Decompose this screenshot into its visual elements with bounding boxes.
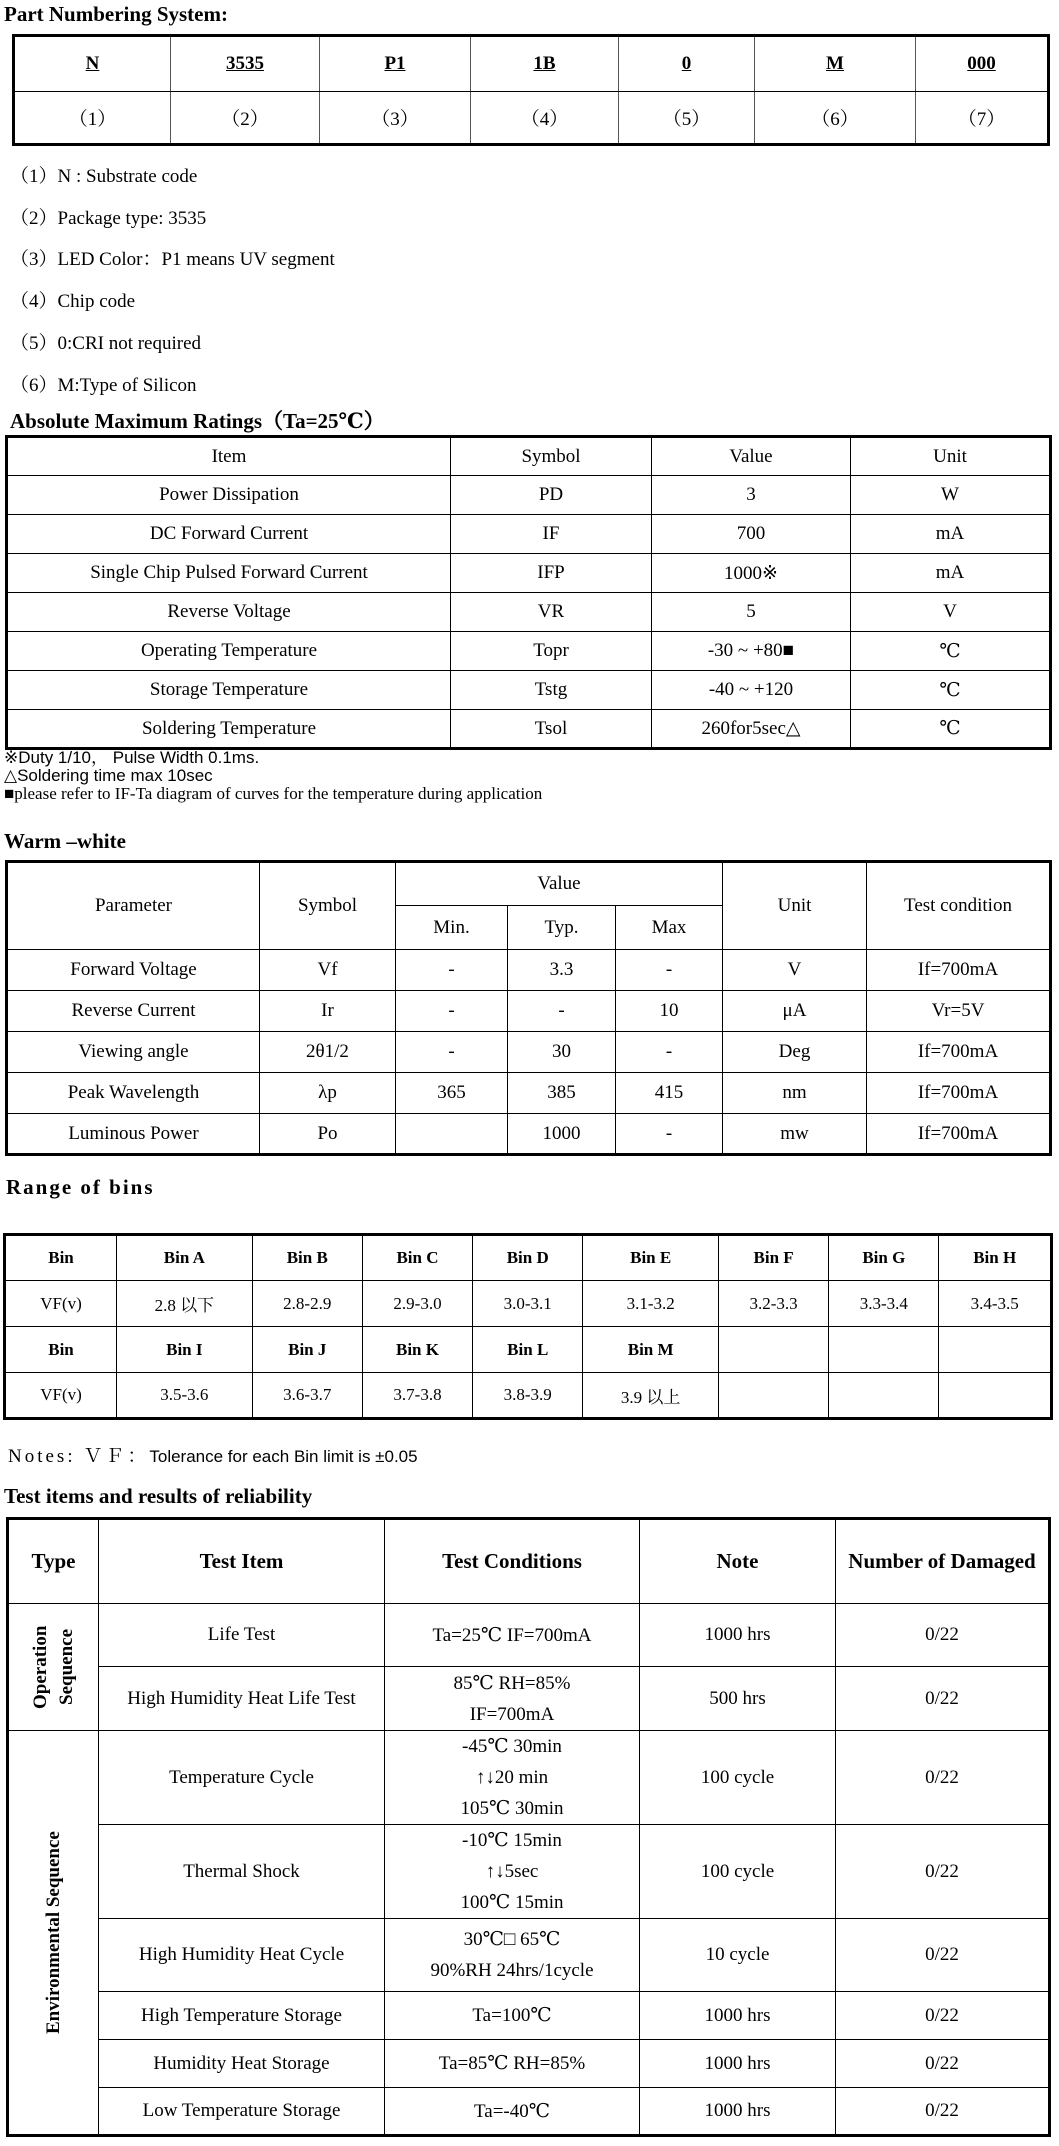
- ww-head-typ: Typ.: [508, 906, 616, 950]
- bins-row: [5, 1373, 1052, 1419]
- abs-symbol: Tsol: [451, 710, 652, 749]
- pn-note-1: （1）N : Substrate code: [10, 166, 198, 187]
- rel-note: 1000 hrs: [640, 1992, 836, 2040]
- abs-value: -40 ~ +120: [652, 671, 851, 710]
- ww-max: 415: [616, 1073, 723, 1114]
- rel-condition-line: ↑↓5sec: [485, 1861, 539, 1882]
- reliability-row: [8, 2040, 1050, 2088]
- index-2: （2）: [171, 92, 320, 145]
- rel-condition-line: -45℃ 30min: [462, 1736, 562, 1757]
- ww-max: -: [616, 1032, 723, 1073]
- code-3: P1: [384, 53, 406, 74]
- bins-notes-text: Tolerance for each Bin limit is ±0.05: [149, 1447, 418, 1466]
- rel-damaged: 0/22: [836, 1992, 1050, 2040]
- abs-unit: mA: [851, 515, 1051, 554]
- reliability-row: [8, 2088, 1050, 2136]
- ww-head-test: Test condition: [867, 862, 1051, 950]
- ww-parameter: Luminous Power: [7, 1114, 260, 1155]
- bin-label: Bin: [5, 1235, 117, 1281]
- bins-table: [3, 1233, 1053, 1420]
- bin-label: Bin H: [939, 1235, 1052, 1281]
- rel-head-cond: Test Conditions: [385, 1519, 640, 1604]
- code-1: N: [85, 53, 100, 74]
- reliability-row: [8, 1992, 1050, 2040]
- rel-item: Life Test: [99, 1604, 385, 1667]
- bin-label: Bin B: [252, 1235, 362, 1281]
- abs-symbol: Topr: [451, 632, 652, 671]
- index-3: （3）: [320, 92, 471, 145]
- pn-note-2: （2）Package type: 3535: [10, 208, 207, 229]
- reliability-row: [8, 1604, 1050, 1667]
- bin-vf-value: [939, 1373, 1052, 1419]
- footnote-soldering: △Soldering time max 10sec: [4, 766, 213, 785]
- bins-title: Range of bins: [6, 1175, 155, 1199]
- bin-vf-value: 3.5-3.6: [117, 1373, 253, 1419]
- ww-test: If=700mA: [867, 1114, 1051, 1155]
- ww-row: [7, 1032, 1051, 1073]
- bin-vf-value: 3.7-3.8: [362, 1373, 472, 1419]
- ww-symbol: λp: [260, 1073, 396, 1114]
- rel-type: [8, 1731, 99, 2136]
- rel-head-note: Note: [640, 1519, 836, 1604]
- ww-symbol: 2θ1/2: [260, 1032, 396, 1073]
- ww-test: If=700mA: [867, 1032, 1051, 1073]
- rel-condition-line: IF=700mA: [469, 1703, 555, 1725]
- rel-condition-line: ↑↓20 min: [475, 1767, 549, 1788]
- bin-label: [829, 1327, 939, 1373]
- ww-parameter: Viewing angle: [7, 1032, 260, 1073]
- abs-unit: mA: [851, 554, 1051, 593]
- abs-symbol: Tstg: [451, 671, 652, 710]
- pn-note-4: （4）Chip code: [10, 291, 136, 312]
- bin-vf-value: 3.1-3.2: [583, 1281, 719, 1327]
- bin-vf-value: 2.8 以下: [117, 1281, 253, 1327]
- rel-type: [8, 1604, 99, 1731]
- ww-parameter: Peak Wavelength: [7, 1073, 260, 1114]
- bin-vf-value: [718, 1373, 828, 1419]
- rel-condition-line: Ta=25℃ IF=700mA: [432, 1624, 592, 1646]
- rel-note: 500 hrs: [640, 1667, 836, 1731]
- reliability-table: [6, 1517, 1051, 2137]
- rel-item: High Temperature Storage: [99, 1992, 385, 2040]
- ww-min: [396, 1114, 508, 1155]
- bin-vf-value: 3.6-3.7: [252, 1373, 362, 1419]
- bin-label: Bin E: [583, 1235, 719, 1281]
- ww-min: -: [396, 950, 508, 991]
- abs-footnotes: [4, 749, 542, 803]
- rel-damaged: 0/22: [836, 1919, 1050, 1992]
- ww-test: If=700mA: [867, 950, 1051, 991]
- footnote-temperature: ■please refer to IF-Ta diagram of curves for the temperature during application: [4, 784, 543, 803]
- bin-label: Bin I: [117, 1327, 253, 1373]
- ww-parameter: Forward Voltage: [7, 950, 260, 991]
- code-5: 0: [681, 53, 692, 74]
- code-7: 000: [967, 53, 996, 74]
- abs-max-table: [5, 435, 1052, 750]
- rel-condition-line: Ta=-40℃: [473, 2100, 550, 2122]
- abs-unit: ℃: [851, 710, 1051, 749]
- bin-label: Bin C: [362, 1235, 472, 1281]
- abs-item: Operating Temperature: [7, 632, 451, 671]
- bin-label: Bin: [5, 1327, 117, 1373]
- rel-conditions: [385, 1667, 640, 1731]
- ww-row: [7, 1073, 1051, 1114]
- rel-conditions: [385, 2088, 640, 2136]
- rel-conditions: [385, 1825, 640, 1919]
- bin-vf-value: VF(v): [5, 1281, 117, 1327]
- rel-note: 10 cycle: [640, 1919, 836, 1992]
- rel-note: 100 cycle: [640, 1731, 836, 1825]
- index-4: （4）: [471, 92, 619, 145]
- abs-row: [7, 593, 1051, 632]
- ww-min: -: [396, 991, 508, 1032]
- bin-vf-value: 3.2-3.3: [718, 1281, 828, 1327]
- bin-vf-value: 3.9 以上: [583, 1373, 719, 1419]
- ww-head-value: Value: [396, 862, 723, 906]
- abs-item: DC Forward Current: [7, 515, 451, 554]
- rel-note: 1000 hrs: [640, 1604, 836, 1667]
- pn-note-3: （3）LED Color：P1 means UV segment: [10, 249, 335, 270]
- abs-unit: ℃: [851, 632, 1051, 671]
- rel-type-label: Operation Sequence: [29, 1625, 77, 1709]
- rel-item: Low Temperature Storage: [99, 2088, 385, 2136]
- rel-condition-line: 105℃ 30min: [460, 1798, 564, 1819]
- abs-symbol: IFP: [451, 554, 652, 593]
- ww-unit: Deg: [723, 1032, 867, 1073]
- rel-head-item: Test Item: [99, 1519, 385, 1604]
- rel-conditions: [385, 1731, 640, 1825]
- ww-symbol: Vf: [260, 950, 396, 991]
- reliability-title: Test items and results of reliability: [4, 1484, 313, 1508]
- footnote-duty: ※Duty 1/10， Pulse Width 0.1ms.: [4, 748, 260, 767]
- ww-typ: 385: [508, 1073, 616, 1114]
- abs-symbol: PD: [451, 476, 652, 515]
- abs-item: Single Chip Pulsed Forward Current: [7, 554, 451, 593]
- ww-typ: -: [508, 991, 616, 1032]
- rel-conditions: [385, 1992, 640, 2040]
- bin-label: Bin F: [718, 1235, 828, 1281]
- rel-condition-line: Ta=100℃: [472, 2005, 552, 2026]
- rel-damaged: 0/22: [836, 2040, 1050, 2088]
- ww-typ: 3.3: [508, 950, 616, 991]
- ww-unit: μA: [723, 991, 867, 1032]
- rel-condition-line: 100℃ 15min: [460, 1892, 564, 1913]
- abs-row: [7, 632, 1051, 671]
- bin-vf-value: 3.8-3.9: [473, 1373, 583, 1419]
- bin-vf-value: 3.4-3.5: [939, 1281, 1052, 1327]
- rel-conditions: [385, 2040, 640, 2088]
- bins-notes: [8, 1441, 418, 1468]
- index-5: （5）: [619, 92, 755, 145]
- rel-type-label: Environmental Sequence: [42, 1831, 64, 2034]
- index-7: （7）: [916, 92, 1049, 145]
- rel-head-damaged: Number of Damaged: [836, 1519, 1050, 1604]
- abs-row: [7, 554, 1051, 593]
- pn-note-5: （5）0:CRI not required: [10, 333, 202, 354]
- ww-typ: 30: [508, 1032, 616, 1073]
- bin-vf-value: 2.9-3.0: [362, 1281, 472, 1327]
- abs-value: 5: [652, 593, 851, 632]
- rel-note: 100 cycle: [640, 1825, 836, 1919]
- abs-unit: W: [851, 476, 1051, 515]
- ww-test: If=700mA: [867, 1073, 1051, 1114]
- abs-row: [7, 671, 1051, 710]
- abs-value: 700: [652, 515, 851, 554]
- ww-head-symbol: Symbol: [260, 862, 396, 950]
- ww-max: -: [616, 1114, 723, 1155]
- code-4: 1B: [533, 53, 556, 74]
- ww-row: [7, 1114, 1051, 1155]
- bin-vf-value: 3.3-3.4: [829, 1281, 939, 1327]
- ww-symbol: Ir: [260, 991, 396, 1032]
- index-1: （1）: [14, 92, 171, 145]
- ww-unit: V: [723, 950, 867, 991]
- ww-symbol: Po: [260, 1114, 396, 1155]
- part-number-table: [12, 34, 1050, 146]
- ww-unit: mw: [723, 1114, 867, 1155]
- index-6: （6）: [755, 92, 916, 145]
- rel-condition-line: -10℃ 15min: [462, 1830, 562, 1851]
- ww-parameter: Reverse Current: [7, 991, 260, 1032]
- abs-row: [7, 476, 1051, 515]
- rel-damaged: 0/22: [836, 1731, 1050, 1825]
- rel-conditions: [385, 1919, 640, 1992]
- rel-head-type: Type: [8, 1519, 99, 1604]
- abs-value: 1000※: [652, 554, 851, 593]
- abs-head-symbol: Symbol: [451, 437, 652, 476]
- warm-white-table: [5, 860, 1052, 1156]
- abs-value: 3: [652, 476, 851, 515]
- ww-max: 10: [616, 991, 723, 1032]
- bin-label: Bin A: [117, 1235, 253, 1281]
- abs-head-value: Value: [652, 437, 851, 476]
- bin-vf-value: 3.0-3.1: [473, 1281, 583, 1327]
- abs-unit: V: [851, 593, 1051, 632]
- ww-unit: nm: [723, 1073, 867, 1114]
- abs-unit: ℃: [851, 671, 1051, 710]
- rel-damaged: 0/22: [836, 1604, 1050, 1667]
- bins-row: [5, 1327, 1052, 1373]
- rel-damaged: 0/22: [836, 2088, 1050, 2136]
- abs-item: Power Dissipation: [7, 476, 451, 515]
- ww-min: 365: [396, 1073, 508, 1114]
- abs-row: [7, 515, 1051, 554]
- ww-typ: 1000: [508, 1114, 616, 1155]
- rel-item: High Humidity Heat Cycle: [99, 1919, 385, 1992]
- bin-vf-value: VF(v): [5, 1373, 117, 1419]
- ww-head-parameter: Parameter: [7, 862, 260, 950]
- ww-row: [7, 991, 1051, 1032]
- ww-head-min: Min.: [396, 906, 508, 950]
- bin-label: Bin D: [473, 1235, 583, 1281]
- reliability-row: [8, 1667, 1050, 1731]
- rel-damaged: 0/22: [836, 1667, 1050, 1731]
- abs-item: Reverse Voltage: [7, 593, 451, 632]
- rel-item: High Humidity Heat Life Test: [99, 1667, 385, 1731]
- rel-note: 1000 hrs: [640, 2088, 836, 2136]
- abs-item: Soldering Temperature: [7, 710, 451, 749]
- bin-label: Bin L: [473, 1327, 583, 1373]
- bins-row: [5, 1235, 1052, 1281]
- ww-head-unit: Unit: [723, 862, 867, 950]
- bins-notes-label: Notes: ＶＦ：: [8, 1446, 150, 1467]
- reliability-row: [8, 1825, 1050, 1919]
- abs-max-title: Absolute Maximum Ratings（Ta=25℃）: [10, 409, 385, 433]
- rel-conditions: [385, 1604, 640, 1667]
- reliability-row: [8, 1919, 1050, 1992]
- abs-symbol: VR: [451, 593, 652, 632]
- bins-row: [5, 1281, 1052, 1327]
- bin-label: [939, 1327, 1052, 1373]
- reliability-row: [8, 1731, 1050, 1825]
- bin-vf-value: [829, 1373, 939, 1419]
- ww-min: -: [396, 1032, 508, 1073]
- rel-item: Temperature Cycle: [99, 1731, 385, 1825]
- bin-label: Bin K: [362, 1327, 472, 1373]
- bin-label: [718, 1327, 828, 1373]
- rel-condition-line: 85℃ RH=85%: [453, 1672, 571, 1694]
- ww-row: [7, 950, 1051, 991]
- abs-value: -30 ~ +80■: [652, 632, 851, 671]
- rel-note: 1000 hrs: [640, 2040, 836, 2088]
- pn-note-6: （6）M:Type of Silicon: [10, 375, 197, 396]
- rel-condition-line: Ta=85℃ RH=85%: [438, 2053, 586, 2074]
- ww-max: -: [616, 950, 723, 991]
- warm-white-title: Warm –white: [4, 829, 126, 853]
- bin-label: Bin G: [829, 1235, 939, 1281]
- code-6: M: [826, 53, 844, 74]
- bin-label: Bin M: [583, 1327, 719, 1373]
- rel-condition-line: 30℃□ 65℃: [463, 1929, 561, 1950]
- bin-label: Bin J: [252, 1327, 362, 1373]
- abs-head-unit: Unit: [851, 437, 1051, 476]
- abs-symbol: IF: [451, 515, 652, 554]
- abs-value: 260for5sec△: [652, 710, 851, 749]
- ww-head-max: Max: [616, 906, 723, 950]
- ww-test: Vr=5V: [867, 991, 1051, 1032]
- abs-head-item: Item: [7, 437, 451, 476]
- abs-row: [7, 710, 1051, 749]
- part-numbering-title: Part Numbering System:: [4, 2, 228, 26]
- rel-item: Humidity Heat Storage: [99, 2040, 385, 2088]
- code-2: 3535: [226, 53, 264, 74]
- rel-item: Thermal Shock: [99, 1825, 385, 1919]
- bin-vf-value: 2.8-2.9: [252, 1281, 362, 1327]
- rel-damaged: 0/22: [836, 1825, 1050, 1919]
- abs-item: Storage Temperature: [7, 671, 451, 710]
- rel-condition-line: 90%RH 24hrs/1cycle: [430, 1960, 594, 1981]
